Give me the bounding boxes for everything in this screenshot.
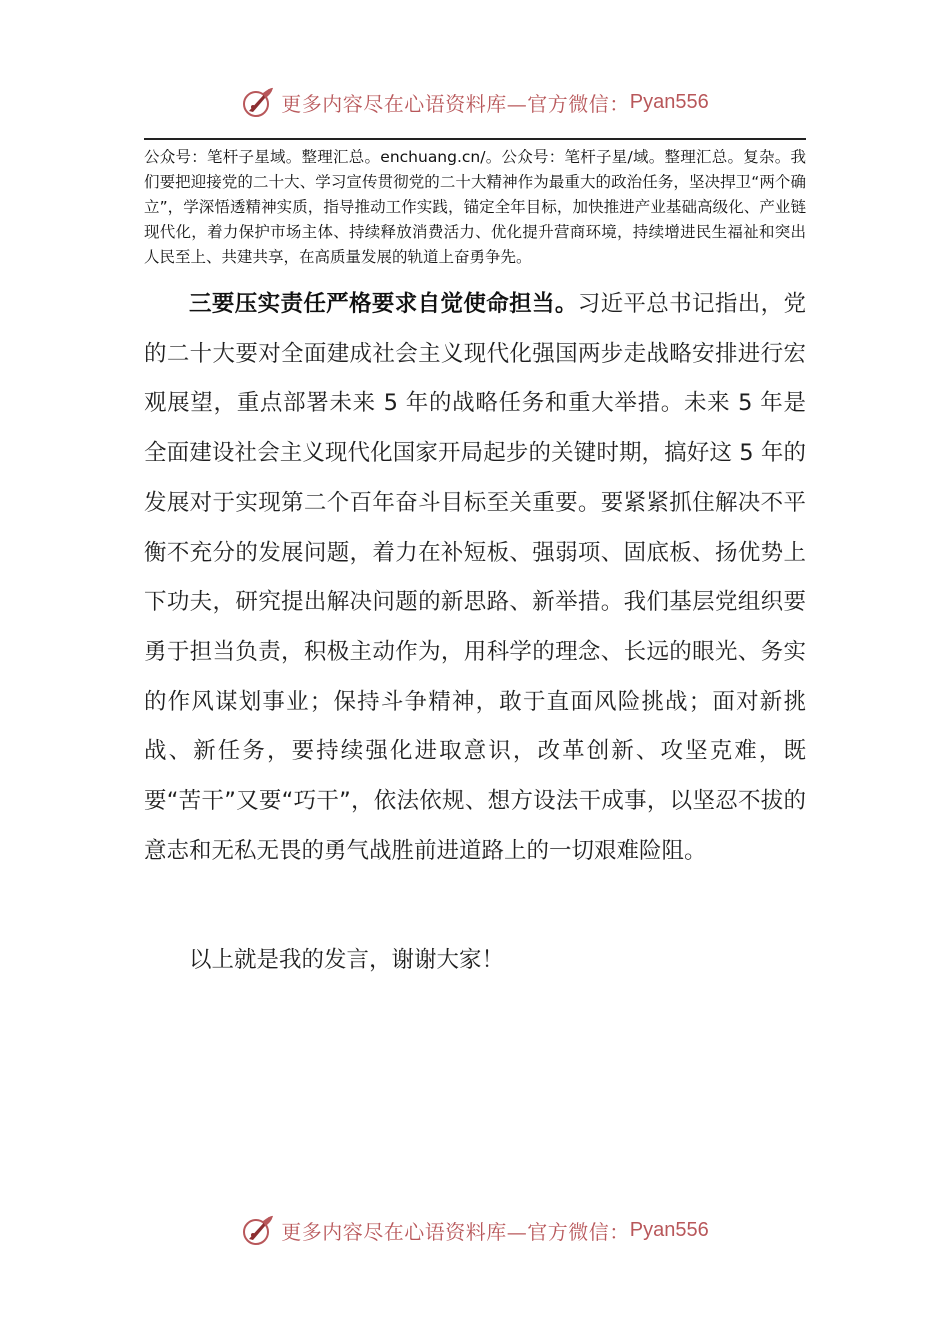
header-banner (0, 80, 950, 124)
intro-paragraph: 公众号：笔杆子星域。整理汇总。enchuang.cn/。公众号：笔杆子星/域。整理汇总。复杂。我们要把迎接党的二十大、学习宣传贯彻党的二十大精神作为最重大的政治任务，坚决捍卫“两个确立”，学深悟透精神实质，指导推动工作实践，锚定全年目标，加快推进产业基础高级化、产业链现代化，着力保护市场主体、持续释放消费活力、优化提升营商环境，持续增进民生福祉和突出人民至上、共建共享，在高质量发展的轨道上奋勇争先。 (144, 148, 806, 266)
footer-banner-text: 更多内容尽在心语资料库—官方微信： (281, 1219, 630, 1244)
section-paragraph (144, 280, 806, 876)
section-heading: 三要压实责任严格要求自觉使命担当。 (189, 291, 578, 317)
footer-banner-id: Pyan556 (629, 1218, 709, 1241)
footer-banner (0, 1208, 950, 1252)
section-body: 习近平总书记指出，党的二十大要对全面建成社会主义现代化强国两步走战略安排进行宏观展望，重点部署未来 5 年的战略任务和重大举措。未来 5 年是全面建设社会主义现代化国家开局起步的关键时期，搞好这 5 年的发展对于实现第二个百年奋斗目标至关重要。要紧紧抓住解决不平衡不充分的发展问题，着力在补短板、强弱项、固底板、扬优势上下功夫，研究提出解决问题的新思路、新举措。我们基层党组织要勇于担当负责，积极主动作为，用科学的理念、长远的眼光、务实的作风谋划事业；保持斗争精神，敢于直面风险挑战；面对新挑战、新任务，要持续强化进取意识，改革创新、攻坚克难，既要“苦干”又要“巧干”，依法依规、想方设法干成事，以坚忍不拔的意志和无私无畏的勇气战胜前进道路上的一切艰难险阻。 (144, 291, 806, 864)
quill-logo-icon (241, 1213, 275, 1247)
header-banner-text: 更多内容尽在心语资料库—官方微信： (281, 91, 630, 116)
header-divider (144, 138, 806, 140)
header-banner-id: Pyan556 (629, 90, 709, 113)
closing-remark: 以上就是我的发言，谢谢大家！ (189, 947, 505, 973)
quill-logo-icon (241, 85, 275, 119)
